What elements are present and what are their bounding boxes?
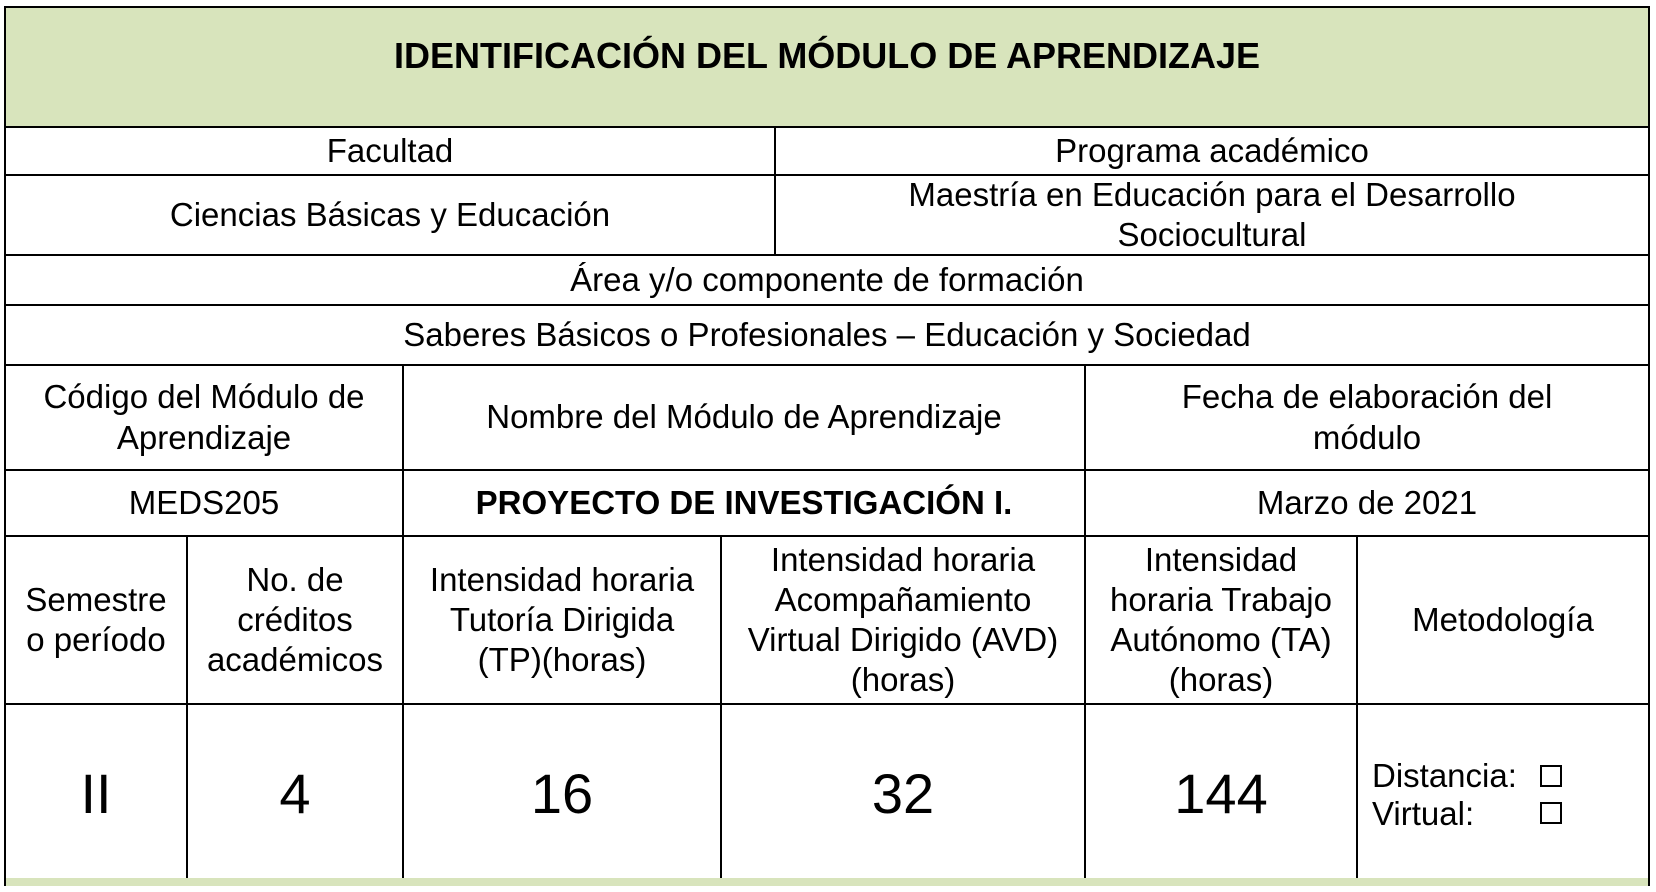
- credits-label-line2: créditos: [237, 600, 353, 638]
- virtual-option-label: Virtual:: [1372, 794, 1475, 832]
- virtual-checkbox[interactable]: [1540, 802, 1562, 824]
- tp-value: 16: [404, 705, 722, 884]
- date-value: Marzo de 2021: [1256, 483, 1478, 521]
- avd-label-line1: Intensidad horaria: [770, 540, 1036, 578]
- code-label-line2: Aprendizaje: [116, 418, 292, 456]
- semester-label: [6, 537, 188, 703]
- methodology-label: Metodología: [1412, 600, 1594, 638]
- area-header-row: [6, 256, 1648, 306]
- ta-label-line3: Autónomo (TA): [1110, 621, 1332, 658]
- code-label: [6, 366, 404, 469]
- program-label: Programa académico: [1055, 131, 1369, 169]
- tp-label-line1: Intensidad horaria: [429, 560, 695, 598]
- area-label: Área y/o componente de formación: [570, 260, 1084, 298]
- faculty-label: Facultad: [6, 128, 776, 174]
- hours-value-row: [6, 705, 1648, 886]
- avd-label: [722, 537, 1086, 703]
- ta-label: [1086, 537, 1358, 703]
- credits-label: [188, 537, 404, 703]
- ta-label-line2: horaria Trabajo: [1110, 580, 1332, 618]
- ta-value: 144: [1086, 705, 1358, 884]
- area-value: Saberes Básicos o Profesionales – Educación y Sociedad: [403, 315, 1251, 353]
- module-header-row: [6, 366, 1648, 471]
- ta-label-line4: (horas): [1168, 661, 1274, 699]
- semester-label-line1: Semestre: [25, 580, 167, 618]
- credits-label-line1: No. de: [246, 560, 344, 598]
- code-label-line1: Código del Módulo de: [43, 378, 365, 416]
- program-value-line2: Sociocultural: [1117, 216, 1307, 253]
- code-value: MEDS205: [6, 471, 404, 535]
- faculty-program-header-row: [6, 128, 1648, 176]
- table-title: IDENTIFICACIÓN DEL MÓDULO DE APRENDIZAJE: [393, 35, 1261, 76]
- next-section-header-strip: [6, 878, 1648, 886]
- avd-label-line4: (horas): [850, 661, 956, 699]
- semester-label-line2: o período: [26, 621, 166, 658]
- avd-label-line2: Acompañamiento: [774, 580, 1032, 618]
- methodology-options: [1358, 705, 1648, 884]
- semester-value: II: [6, 705, 188, 884]
- module-name-label: Nombre del Módulo de Aprendizaje: [404, 366, 1086, 469]
- tp-label: [404, 537, 722, 703]
- faculty-value: Ciencias Básicas y Educación: [6, 176, 776, 254]
- distance-checkbox[interactable]: [1540, 765, 1562, 787]
- date-label-line2: módulo: [1312, 418, 1422, 456]
- title-row: [6, 8, 1648, 128]
- methodology-option-virtual: [1372, 795, 1562, 833]
- module-name-value: PROYECTO DE INVESTIGACIÓN I.: [404, 471, 1086, 535]
- program-value-line1: Maestría en Educación para el Desarrollo: [908, 175, 1516, 213]
- ta-label-line1: Intensidad: [1144, 540, 1298, 578]
- credits-value: 4: [188, 705, 404, 884]
- program-value: [776, 176, 1648, 254]
- tp-label-line2: Tutoría Dirigida: [449, 600, 675, 638]
- avd-label-line3: Virtual Dirigido (AVD): [747, 621, 1059, 658]
- module-value-row: [6, 471, 1648, 537]
- distance-option-label: Distancia:: [1372, 756, 1517, 794]
- date-label: [1086, 366, 1648, 469]
- faculty-program-value-row: [6, 176, 1648, 256]
- methodology-option-distance: [1372, 757, 1562, 795]
- avd-value: 32: [722, 705, 1086, 884]
- credits-label-line3: académicos: [206, 641, 384, 679]
- tp-label-line3: (TP)(horas): [477, 641, 647, 679]
- module-identification-table: [4, 6, 1650, 886]
- area-value-row: [6, 306, 1648, 366]
- hours-header-row: [6, 537, 1648, 705]
- date-label-line1: Fecha de elaboración del: [1181, 378, 1553, 416]
